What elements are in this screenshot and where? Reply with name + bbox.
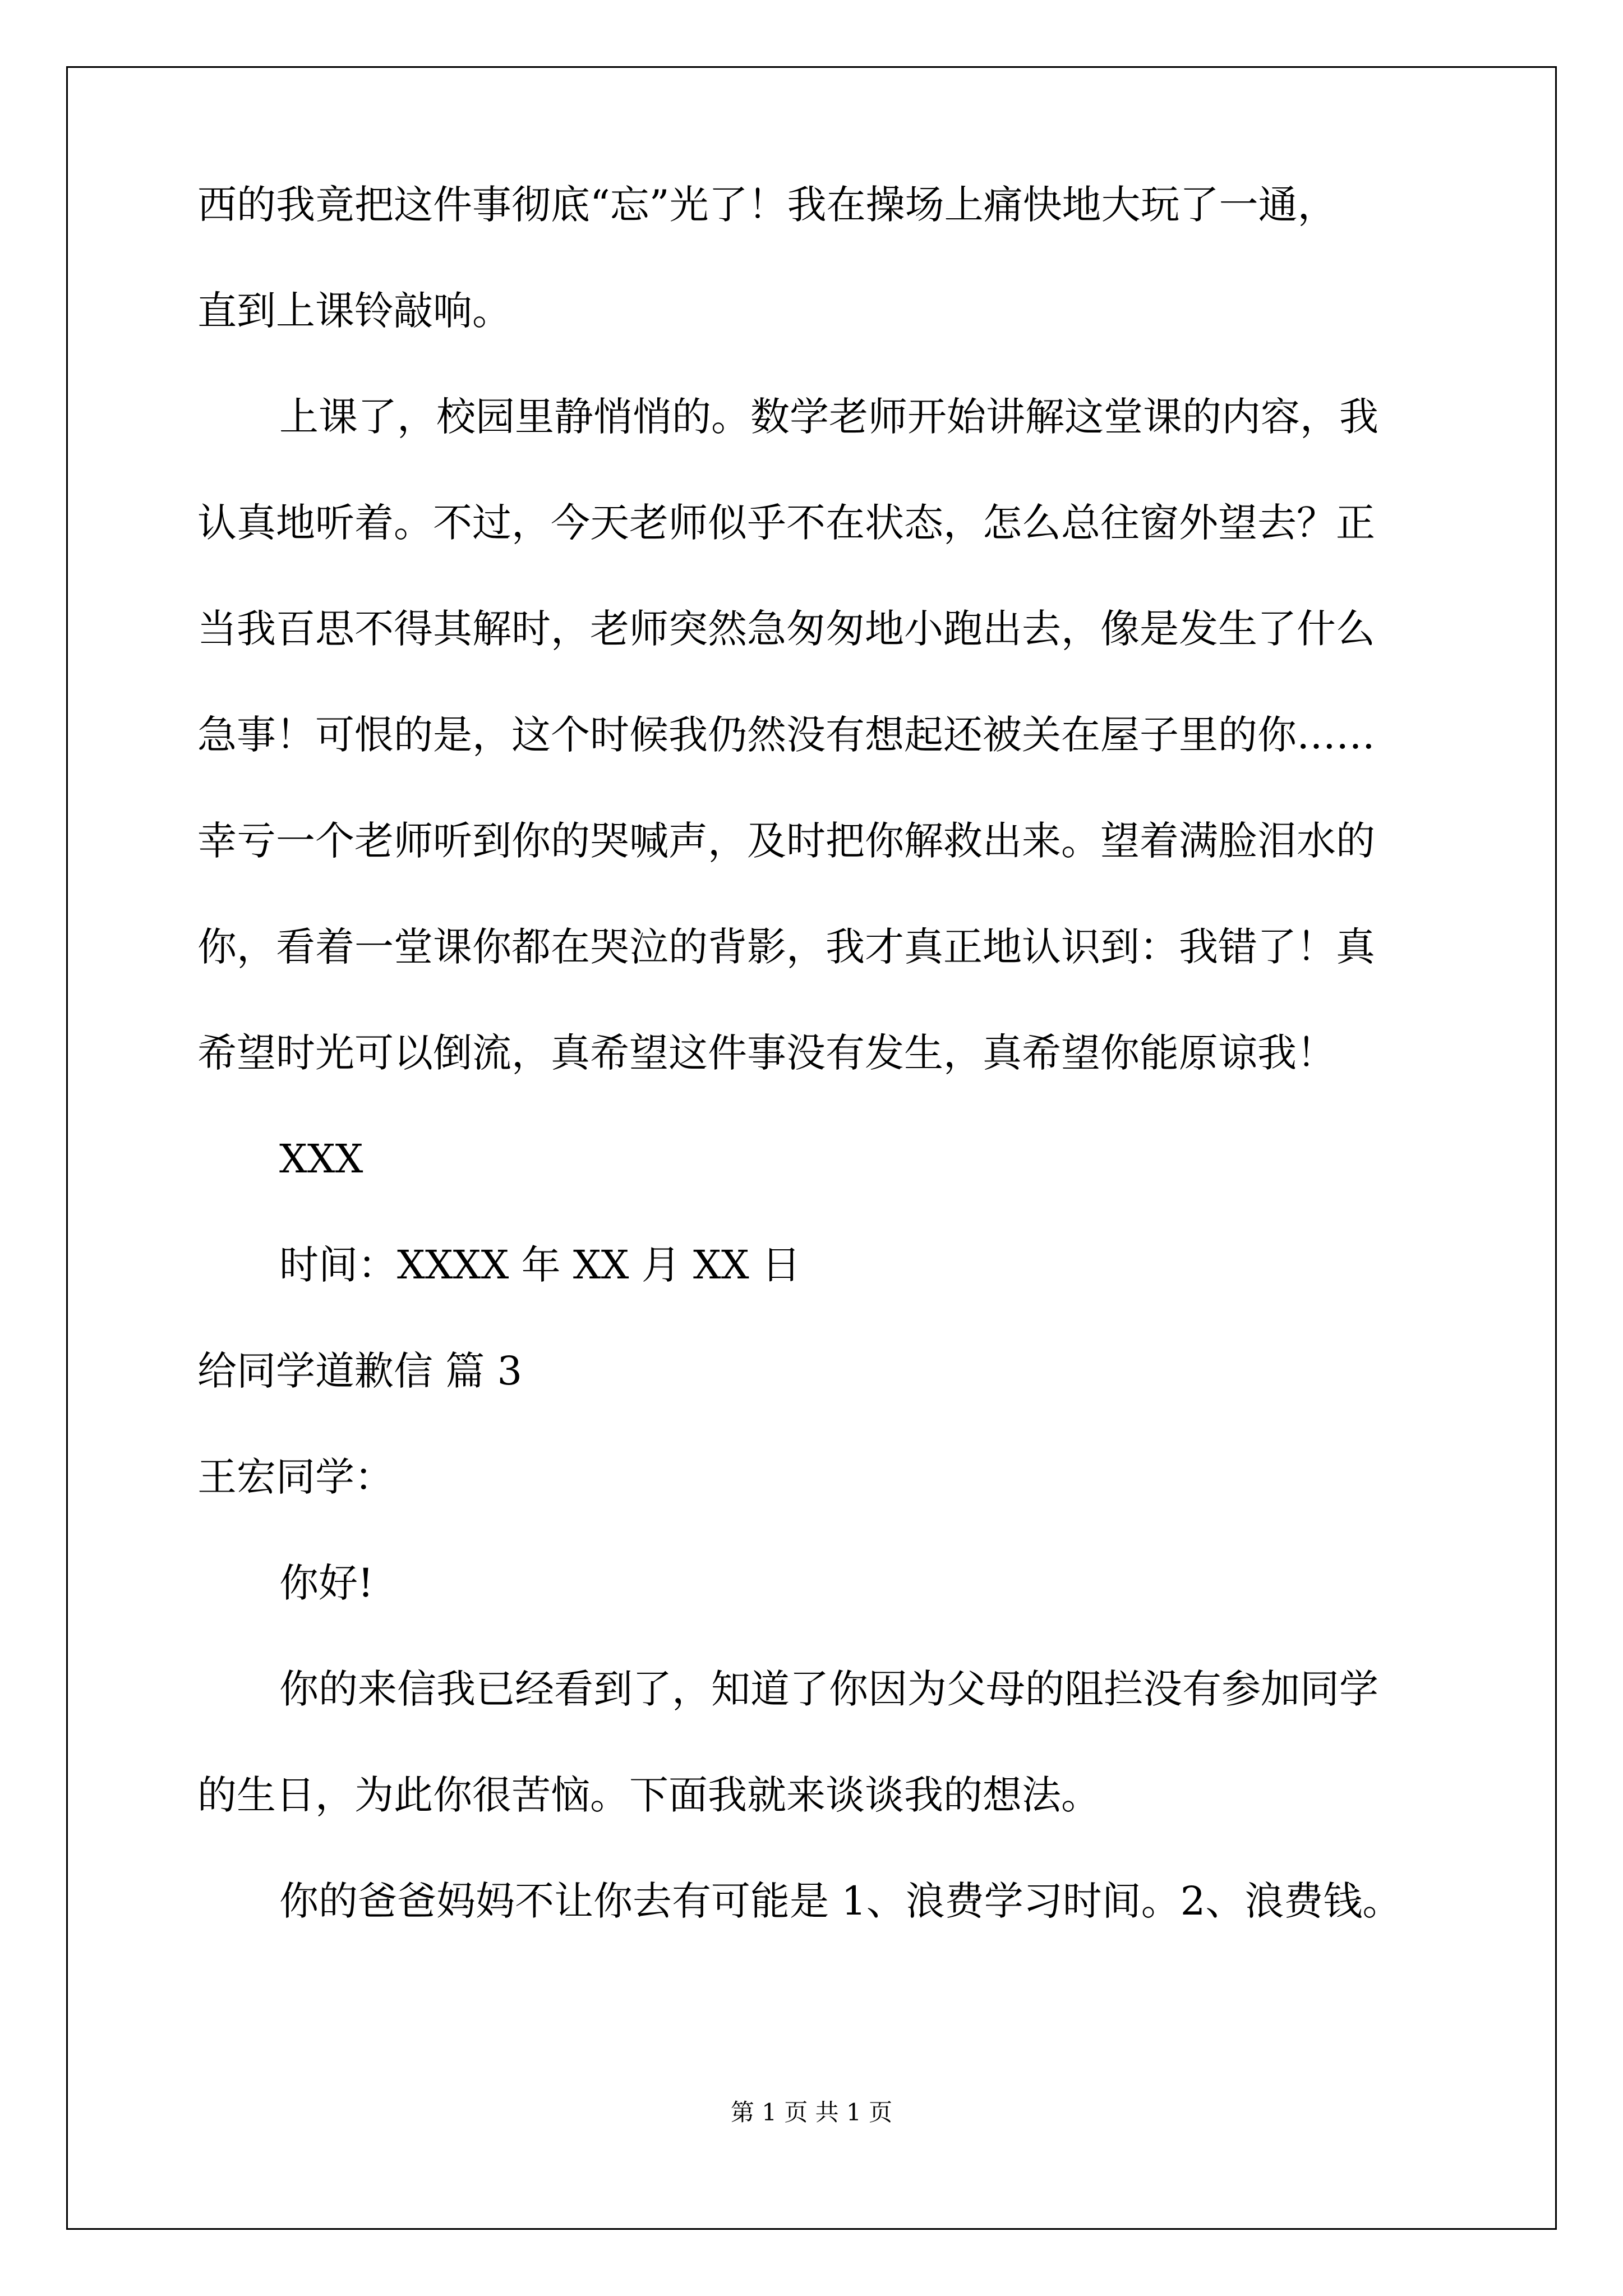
body-line: 西的我竟把这件事彻底“忘”光了！我在操场上痛快地大玩了一通， xyxy=(197,182,1337,228)
date-line: 时间：XXXX 年 XX 月 XX 日 xyxy=(279,1242,801,1288)
paragraph-start-line: 上课了，校园里静悄悄的。数学老师开始讲解这堂课的内容，我 xyxy=(279,394,1378,440)
body-line: 希望时光可以倒流，真希望这件事没有发生，真希望你能原谅我！ xyxy=(197,1030,1336,1076)
section-heading: 给同学道歉信 篇 3 xyxy=(197,1348,523,1394)
body-line: 认真地听着。不过，今天老师似乎不在状态，怎么总往窗外望去？正 xyxy=(197,500,1375,546)
greeting: 你好! xyxy=(279,1560,374,1606)
body-line: 的生日，为此你很苦恼。下面我就来谈谈我的想法。 xyxy=(197,1772,1100,1818)
body-line: 当我百思不得其解时，老师突然急匆匆地小跑出去，像是发生了什么 xyxy=(197,606,1375,652)
salutation: 王宏同学： xyxy=(197,1454,394,1500)
body-line: 你，看着一堂课你都在哭泣的背影，我才真正地认识到：我错了！真 xyxy=(197,924,1375,970)
body-line: 急事！可恨的是，这个时候我仍然没有想起还被关在屋子里的你…… xyxy=(197,712,1375,758)
body-line: 幸亏一个老师听到你的哭喊声，及时把你解救出来。望着满脸泪水的 xyxy=(197,818,1375,864)
paragraph-start-line: 你的爸爸妈妈不让你去有可能是 1、浪费学习时间。2、浪费钱。 xyxy=(279,1878,1402,1924)
paragraph-start-line: 你的来信我已经看到了，知道了你因为父母的阻拦没有参加同学 xyxy=(279,1666,1378,1712)
signature: XXX xyxy=(279,1136,363,1182)
page-number-footer: 第 1 页 共 1 页 xyxy=(730,2099,893,2126)
body-line: 直到上课铃敲响。 xyxy=(197,288,511,334)
